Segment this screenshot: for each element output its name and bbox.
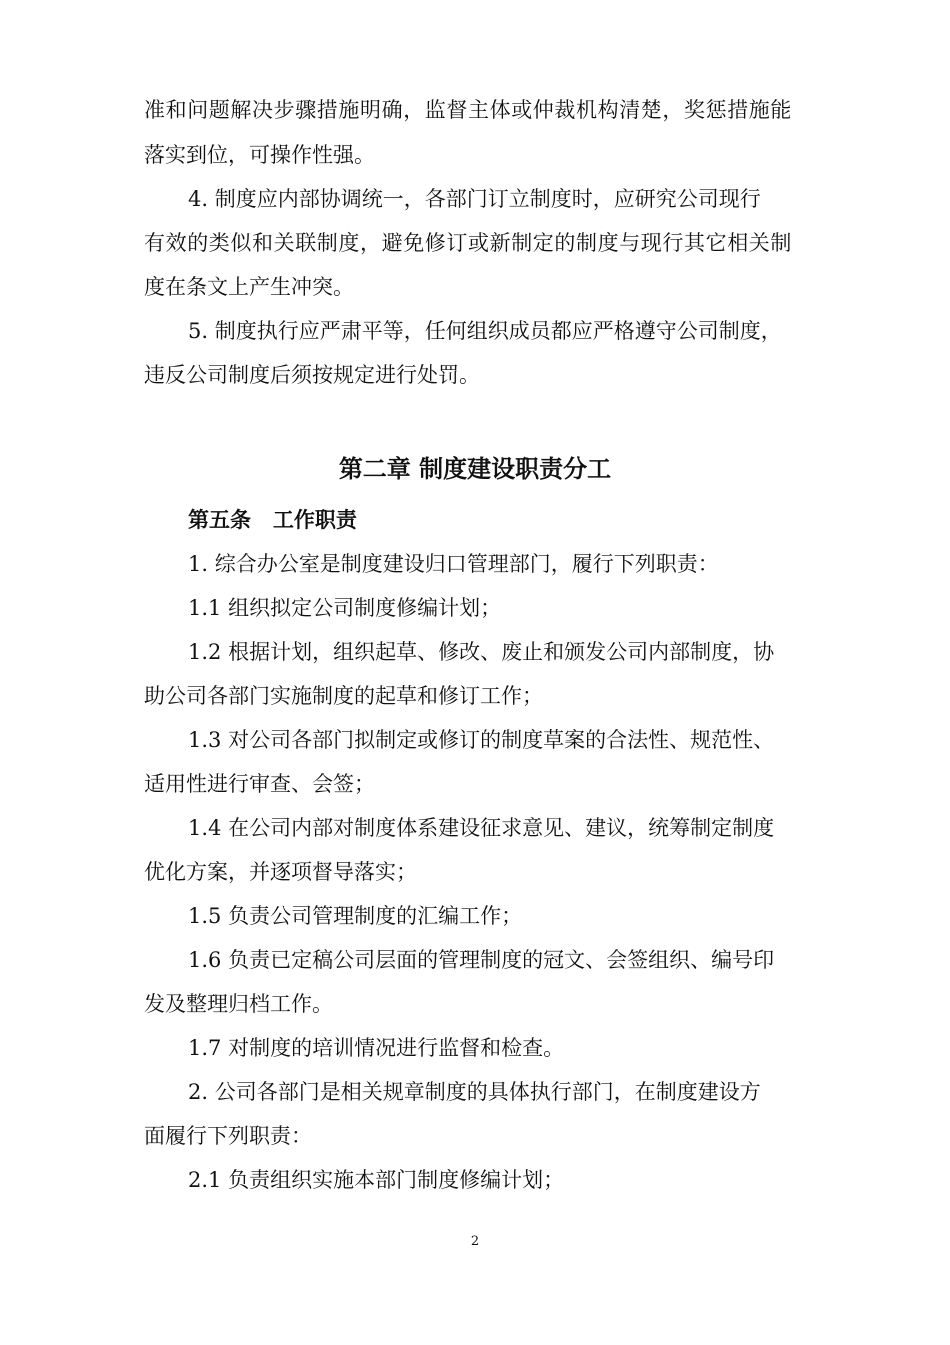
paragraph-line: 2. 公司各部门是相关规章制度的具体执行部门，在制度建设方: [188, 1080, 761, 1104]
paragraph-line: 1. 综合办公室是制度建设归口管理部门，履行下列职责：: [188, 552, 719, 576]
chapter-title: 第二章 制度建设职责分工: [338, 455, 612, 483]
paragraph-line: 1.1 组织拟定公司制度修编计划；: [188, 596, 502, 620]
paragraph-line: 助公司各部门实施制度的起草和修订工作；: [144, 684, 543, 708]
article-heading: 第五条 工作职责: [188, 508, 357, 532]
paragraph-line: 1.2 根据计划，组织起草、修改、废止和颁发公司内部制度，协: [188, 640, 775, 664]
paragraph-line: 1.7 对制度的培训情况进行监督和检查。: [188, 1036, 565, 1060]
paragraph-line: 2.1 负责组织实施本部门制度修编计划；: [188, 1168, 565, 1192]
paragraph-line: 1.4 在公司内部对制度体系建设征求意见、建议，统筹制定制度: [188, 816, 775, 840]
paragraph-line: 1.3 对公司各部门拟制定或修订的制度草案的合法性、规范性、: [188, 728, 775, 752]
paragraph-line: 准和问题解决步骤措施明确，监督主体或仲裁机构清楚，奖惩措施能: [144, 98, 792, 122]
page-number: 2: [470, 1234, 480, 1249]
paragraph-line: 发及整理归档工作。: [144, 992, 333, 1016]
paragraph-line: 5. 制度执行应严肃平等，任何组织成员都应严格遵守公司制度，: [188, 319, 782, 343]
paragraph-line: 1.6 负责已定稿公司层面的管理制度的冠文、会签组织、编号印: [188, 948, 775, 972]
paragraph-line: 优化方案，并逐项督导落实；: [144, 860, 417, 884]
paragraph-line: 度在条文上产生冲突。: [144, 275, 354, 299]
paragraph-line: 落实到位，可操作性强。: [144, 143, 375, 167]
paragraph-line: 适用性进行审查、会签；: [144, 772, 375, 796]
paragraph-line: 有效的类似和关联制度，避免修订或新制定的制度与现行其它相关制: [144, 231, 792, 255]
paragraph-line: 面履行下列职责：: [144, 1124, 312, 1148]
paragraph-line: 4. 制度应内部协调统一，各部门订立制度时，应研究公司现行: [188, 187, 761, 211]
paragraph-line: 违反公司制度后须按规定进行处罚。: [144, 363, 480, 387]
paragraph-line: 1.5 负责公司管理制度的汇编工作；: [188, 904, 523, 928]
